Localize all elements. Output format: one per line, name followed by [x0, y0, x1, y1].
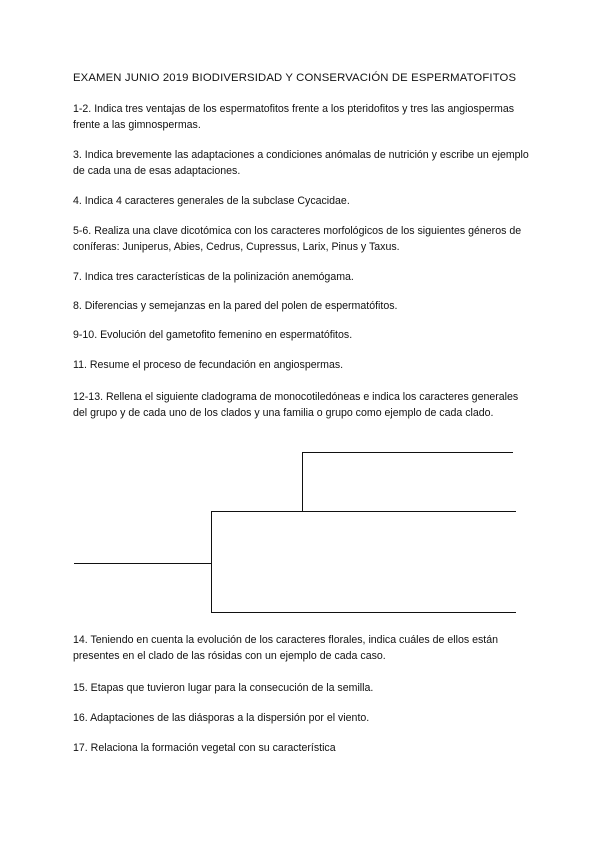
question-7: 7. Indica tres características de la polinización anemógama. — [73, 271, 354, 283]
question-8: 8. Diferencias y semejanzas en la pared del polen de espermatófitos. — [73, 300, 398, 312]
question-15: 15. Etapas que tuvieron lugar para la consecución de la semilla. — [73, 682, 374, 694]
question-5-6: 5-6. Realiza una clave dicotómica con los caracteres morfológicos de los siguientes géneros de coníferas: Juniperus, Abies, Cedrus, Cupressus, Larix, Pinus y Taxus. — [73, 225, 522, 253]
question-16: 16. Adaptaciones de las diásporas a la dispersión por el viento. — [73, 712, 370, 724]
question-12-13: 12-13. Rellena el siguiente cladograma de monocotiledóneas e indica los caracteres generales del grupo y de cada uno de los clados y una familia o grupo como ejemplo de cada clado. — [73, 391, 519, 419]
question-14: 14. Teniendo en cuenta la evolución de los caracteres florales, indica cuáles de ellos están presentes en el clado de las rósidas con un ejemplo de cada caso. — [73, 634, 499, 662]
question-9-10: 9-10. Evolución del gametofito femenino en espermatófitos. — [73, 329, 353, 341]
question-11: 11. Resume el proceso de fecundación en angiospermas. — [73, 359, 344, 371]
exam-title: EXAMEN JUNIO 2019 BIODIVERSIDAD Y CONSERVACIÓN DE ESPERMATOFITOS — [73, 72, 517, 84]
question-4: 4. Indica 4 caracteres generales de la subclase Cycacidae. — [73, 195, 350, 207]
question-1-2: 1-2. Indica tres ventajas de los espermatofitos frente a los pteridofitos y tres las angiospermas frente a las gimnospermas. — [73, 103, 515, 131]
question-17: 17. Relaciona la formación vegetal con su característica — [73, 742, 336, 754]
question-3: 3. Indica brevemente las adaptaciones a condiciones anómalas de nutrición y escribe un ejemplo de cada una de esas adaptaciones. — [73, 149, 529, 177]
